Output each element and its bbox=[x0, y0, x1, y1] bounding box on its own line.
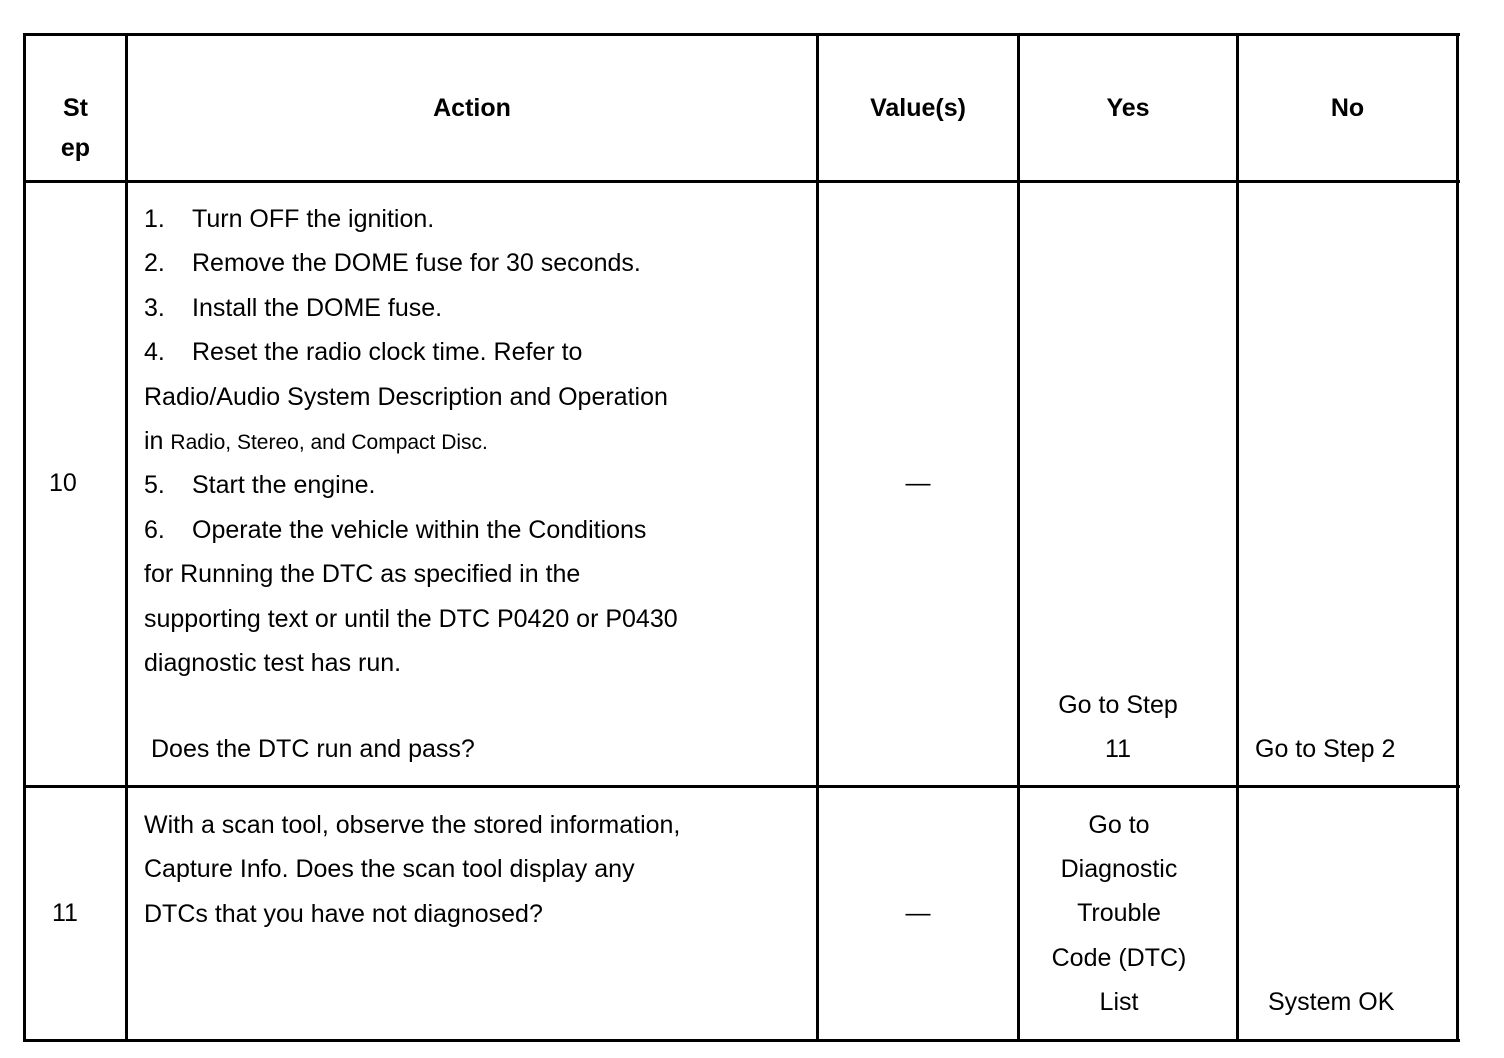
list-number: 2. bbox=[144, 249, 165, 277]
yes-line: 11 bbox=[1105, 735, 1131, 763]
table-bottom-border bbox=[23, 1039, 1460, 1042]
yes-line: Go to Step bbox=[1058, 691, 1178, 719]
header-values: Value(s) bbox=[870, 94, 966, 122]
yes-line: Code (DTC) bbox=[1051, 944, 1187, 972]
col-border-left bbox=[23, 33, 26, 1042]
list-number: 1. bbox=[144, 205, 165, 233]
action-line: With a scan tool, observe the stored information, bbox=[144, 811, 681, 839]
list-text: Turn OFF the ignition. bbox=[192, 205, 435, 233]
list-text: Install the DOME fuse. bbox=[192, 294, 443, 322]
header-step bbox=[26, 88, 125, 168]
list-text: Start the engine. bbox=[192, 471, 376, 499]
list-number: 4. bbox=[144, 338, 165, 366]
col-border-yes bbox=[1236, 33, 1239, 1042]
value-cell: — bbox=[905, 899, 931, 927]
reference-doc-line bbox=[144, 419, 488, 465]
header-step-line2: ep bbox=[60, 134, 91, 162]
col-border-step bbox=[125, 33, 128, 1042]
yes-line: Diagnostic bbox=[1060, 855, 1178, 883]
action-line: Capture Info. Does the scan tool display any bbox=[144, 855, 635, 883]
no-cell: System OK bbox=[1268, 988, 1395, 1016]
continuation-line: supporting text or until the DTC P0420 or P0430 bbox=[144, 605, 678, 633]
no-cell: Go to Step 2 bbox=[1255, 735, 1396, 763]
continuation-line: diagnostic test has run. bbox=[144, 649, 402, 677]
header-step-line1: St bbox=[63, 94, 88, 122]
header-yes: Yes bbox=[1106, 94, 1150, 122]
col-border-right bbox=[1456, 33, 1459, 1042]
list-text: Remove the DOME fuse for 30 seconds. bbox=[192, 249, 641, 277]
list-item bbox=[144, 508, 646, 553]
list-item bbox=[144, 463, 375, 508]
list-text: Reset the radio clock time. Refer to bbox=[192, 338, 583, 366]
yes-line: Go to bbox=[1088, 811, 1150, 839]
table-top-border bbox=[23, 33, 1460, 36]
step-number: 11 bbox=[52, 899, 78, 927]
row-10-bottom-border bbox=[23, 785, 1460, 788]
list-item bbox=[144, 241, 641, 286]
reference-line: Radio/Audio System Description and Operation bbox=[144, 383, 668, 411]
action-question: Does the DTC run and pass? bbox=[151, 735, 475, 763]
value-cell: — bbox=[905, 469, 931, 497]
list-item bbox=[144, 286, 442, 331]
reference-doc-title: Radio, Stereo, and Compact Disc. bbox=[170, 431, 488, 454]
step-number: 10 bbox=[49, 469, 77, 497]
list-number: 5. bbox=[144, 471, 165, 499]
continuation-line: for Running the DTC as specified in the bbox=[144, 560, 581, 588]
header-action: Action bbox=[433, 94, 511, 122]
action-line: DTCs that you have not diagnosed? bbox=[144, 900, 543, 928]
yes-line: List bbox=[1099, 988, 1139, 1016]
list-item bbox=[144, 330, 582, 375]
list-item bbox=[144, 197, 434, 242]
reference-in: in bbox=[144, 427, 171, 455]
header-no: No bbox=[1330, 94, 1365, 122]
list-text: Operate the vehicle within the Conditions bbox=[192, 516, 647, 544]
list-number: 3. bbox=[144, 294, 165, 322]
header-bottom-border bbox=[23, 180, 1460, 183]
list-number: 6. bbox=[144, 516, 165, 544]
yes-line: Trouble bbox=[1077, 899, 1161, 927]
